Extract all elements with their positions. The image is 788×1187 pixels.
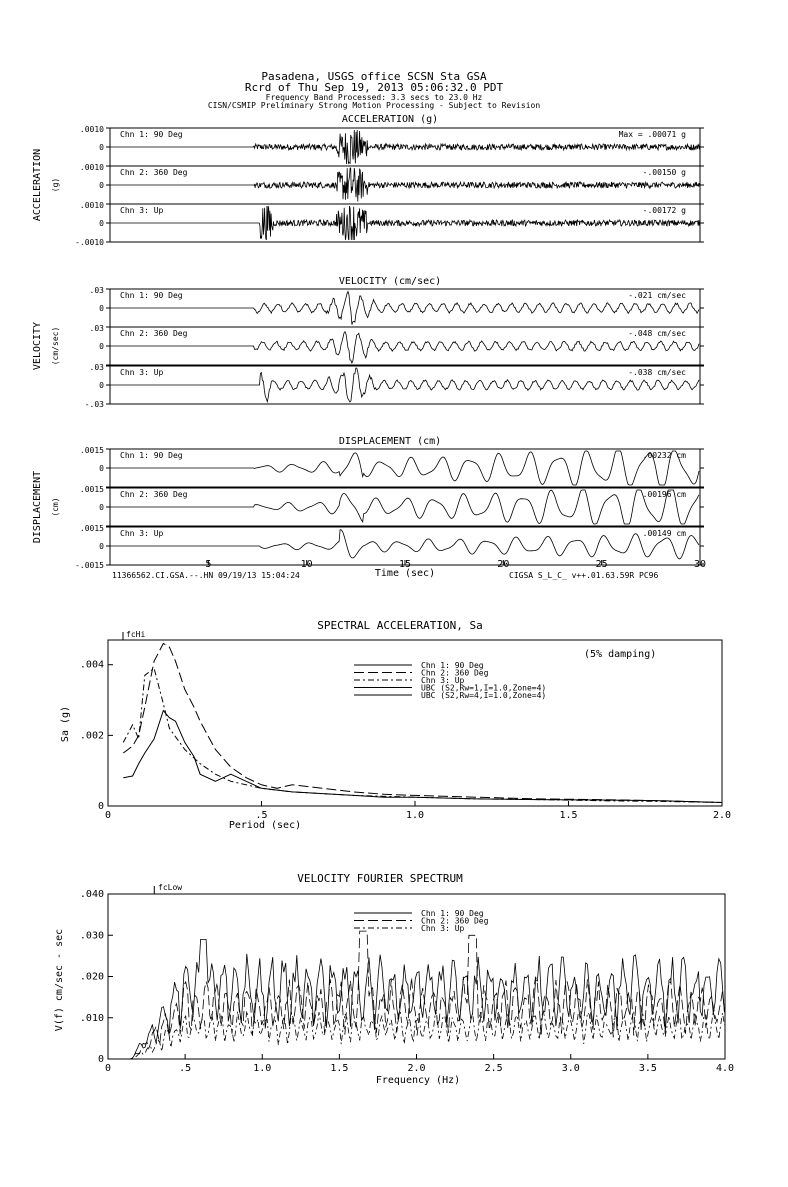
- fs-series-2: [108, 931, 724, 1059]
- header-record: Rcrd of Thu Sep 19, 2013 05:06:32.0 PDT: [244, 81, 504, 94]
- y-tick-label-mid: 0: [99, 219, 104, 228]
- fs-y-tick-label: .030: [79, 930, 104, 942]
- channel-label: Chn 3: Up: [120, 529, 164, 538]
- section-side-label: DISPLACEMENT: [32, 470, 43, 544]
- channel-label: Chn 1: 90 Deg: [120, 130, 183, 139]
- fourier-spectrum-chart: [54, 872, 734, 1086]
- waveform-trace: [110, 530, 699, 559]
- header-band: Frequency Band Processed: 3.3 secs to 23.0 Hz: [265, 93, 483, 102]
- waveform-trace: [110, 332, 699, 363]
- channel-panel: [90, 286, 704, 327]
- fs-xlabel: Frequency (Hz): [375, 1075, 461, 1086]
- y-tick-label-top: .0010: [79, 201, 104, 210]
- section-side-unit: (g): [51, 177, 60, 193]
- sa-legend-entry: UBC (S2,Rw=4,I=1.0,Zone=4): [421, 691, 547, 700]
- channel-panel: [80, 125, 704, 166]
- fs-x-tick-label: 4.0: [715, 1063, 735, 1074]
- section-title: DISPLACEMENT (cm): [338, 436, 442, 447]
- waveform-trace: [110, 206, 699, 240]
- sa-fchi-label: fcHi: [126, 630, 146, 639]
- channel-label: Chn 3: Up: [120, 368, 164, 377]
- y-tick-label-top: .03: [89, 324, 104, 333]
- time-series-panels: [32, 114, 706, 570]
- fs-x-tick-label: 1.0: [253, 1063, 272, 1074]
- y-tick-label-mid: 0: [99, 342, 104, 351]
- fs-x-tick-label: 2.5: [484, 1063, 503, 1074]
- sa-legend-entry: UBC (S2,Rw=1,I=1.0,Zone=4): [421, 683, 547, 693]
- section-side-label: VELOCITY: [32, 321, 43, 371]
- channel-label: Chn 1: 90 Deg: [120, 291, 183, 300]
- fs-x-tick-label: .5: [179, 1063, 192, 1074]
- y-tick-label-top: .03: [89, 286, 104, 295]
- channel-peak: .00149 cm: [642, 529, 686, 538]
- fs-x-tick-label: 3.5: [638, 1063, 657, 1074]
- fs-title: VELOCITY FOURIER SPECTRUM: [297, 872, 463, 885]
- waveform-trace: [110, 451, 699, 485]
- fs-x-tick-label: 0: [104, 1063, 112, 1074]
- sa-ylabel: Sa (g): [60, 705, 71, 743]
- sa-y-tick-label: 0: [97, 801, 104, 812]
- x-tick-label: 30: [693, 559, 707, 570]
- x-tick-label: 20: [497, 559, 510, 570]
- y-tick-label-mid: 0: [99, 181, 104, 190]
- fs-fclow-label: fcLow: [158, 883, 183, 892]
- sa-xlabel: Period (sec): [228, 820, 302, 831]
- fs-y-tick-label: 0: [97, 1054, 104, 1065]
- fs-legend-entry: Chn 3: Up: [421, 924, 465, 933]
- time-axis: [112, 568, 658, 580]
- header-disclaimer: CISN/CSMIP Preliminary Strong Motion Processing - Subject to Revision: [207, 101, 541, 110]
- fs-legend-entry: Chn 2: 360 Deg: [421, 916, 489, 926]
- fs-y-tick-label: .010: [79, 1012, 104, 1024]
- channel-label: Chn 1: 90 Deg: [120, 451, 183, 460]
- fs-x-tick-label: 1.5: [330, 1063, 349, 1074]
- fs-y-tick-label: .040: [79, 889, 104, 900]
- record-id: 11366562.CI.GSA.--.HN 09/19/13 15:04:24: [112, 571, 300, 580]
- section-side-label: ACCELERATION: [32, 148, 43, 222]
- sa-series-1: [123, 711, 722, 803]
- channel-panel: [80, 485, 704, 526]
- y-tick-label-top: .0015: [79, 446, 104, 455]
- channel-label: Chn 2: 360 Deg: [120, 329, 188, 338]
- waveform-trace: [110, 292, 699, 325]
- x-tick-label: 5: [205, 559, 212, 570]
- sa-legend-entry: Chn 2: 360 Deg: [421, 668, 489, 678]
- x-tick-label: 15: [398, 559, 412, 570]
- waveform-trace: [110, 168, 699, 202]
- channel-peak: Max = .00071 g: [618, 130, 686, 139]
- y-tick-label-top: .03: [89, 363, 104, 372]
- fs-x-tick-label: 3.0: [561, 1063, 580, 1074]
- y-tick-label-mid: 0: [99, 464, 104, 473]
- section-2: [32, 436, 707, 570]
- y-tick-label-top: .0015: [79, 524, 104, 533]
- fs-ylabel: V(f) cm/sec - sec: [54, 928, 65, 1032]
- channel-panel: [80, 446, 704, 487]
- channel-panel: [75, 524, 707, 570]
- fs-legend-entry: Chn 1: 90 Deg: [421, 909, 484, 918]
- channel-label: Chn 2: 360 Deg: [120, 168, 188, 177]
- channel-peak: -.021 cm/sec: [628, 291, 686, 300]
- sa-damping-note: (5% damping): [584, 649, 657, 660]
- channel-panel: [90, 324, 704, 365]
- channel-peak: .00232 cm: [642, 451, 686, 460]
- sa-title: SPECTRAL ACCELERATION, Sa: [317, 619, 483, 632]
- channel-label: Chn 3: Up: [120, 206, 164, 215]
- sa-legend-entry: Chn 1: 90 Deg: [421, 661, 484, 670]
- sa-x-tick-label: 2.0: [712, 810, 732, 821]
- y-tick-label-top: .0015: [79, 485, 104, 494]
- waveform-trace: [110, 130, 699, 164]
- section-side-unit: (cm): [51, 497, 60, 517]
- y-tick-label-mid: 0: [99, 304, 104, 313]
- sa-plot-frame: [108, 640, 722, 806]
- sa-y-tick-label: .004: [79, 659, 104, 671]
- y-tick-label-top: .0010: [79, 163, 104, 172]
- section-title: ACCELERATION (g): [341, 114, 439, 125]
- sa-x-tick-label: 1.5: [559, 810, 578, 821]
- channel-panel: [80, 163, 704, 204]
- y-tick-label-bot: -.0010: [75, 238, 104, 247]
- fs-x-tick-label: 2.0: [407, 1063, 426, 1074]
- section-title: VELOCITY (cm/sec): [338, 276, 442, 287]
- header-station: Pasadena, USGS office SCSN Sta GSA: [261, 70, 487, 83]
- y-tick-label-mid: 0: [99, 542, 104, 551]
- channel-peak: -.00150 g: [642, 168, 686, 177]
- time-axis-label: Time (sec): [374, 568, 436, 579]
- y-tick-label-mid: 0: [99, 143, 104, 152]
- channel-panel: [75, 201, 704, 247]
- channel-peak: .00196 cm: [642, 490, 686, 499]
- channel-panel: [85, 363, 704, 409]
- spectral-acceleration-chart: [60, 619, 731, 831]
- y-tick-label-mid: 0: [99, 381, 104, 390]
- sa-x-tick-label: 0: [104, 810, 112, 821]
- channel-peak: -.048 cm/sec: [628, 329, 686, 338]
- y-tick-label-bot: -.03: [84, 400, 104, 409]
- waveform-trace: [110, 368, 699, 402]
- y-tick-label-mid: 0: [99, 503, 104, 512]
- channel-peak: -.038 cm/sec: [628, 368, 686, 377]
- fs-y-tick-label: .020: [79, 971, 104, 983]
- channel-label: Chn 2: 360 Deg: [120, 490, 188, 499]
- y-tick-label-top: .0010: [79, 125, 104, 134]
- fs-series-3: [108, 1010, 724, 1059]
- sa-x-tick-label: .5: [255, 810, 268, 821]
- sa-y-tick-label: .002: [79, 730, 104, 742]
- section-0: [32, 114, 704, 247]
- x-tick-label: 10: [300, 559, 313, 570]
- processing-version: CIGSA S_L_C_ v++.01.63.59R PC96: [509, 571, 659, 580]
- channel-peak: -.00172 g: [642, 206, 686, 215]
- y-tick-label-bot: -.0015: [75, 561, 104, 570]
- section-1: [32, 276, 704, 409]
- sa-x-tick-label: 1.0: [405, 810, 425, 821]
- x-tick-label: 25: [595, 559, 608, 570]
- sa-legend-entry: Chn 3: Up: [421, 676, 465, 685]
- section-side-unit: (cm/sec): [51, 326, 60, 366]
- waveform-trace: [110, 490, 699, 524]
